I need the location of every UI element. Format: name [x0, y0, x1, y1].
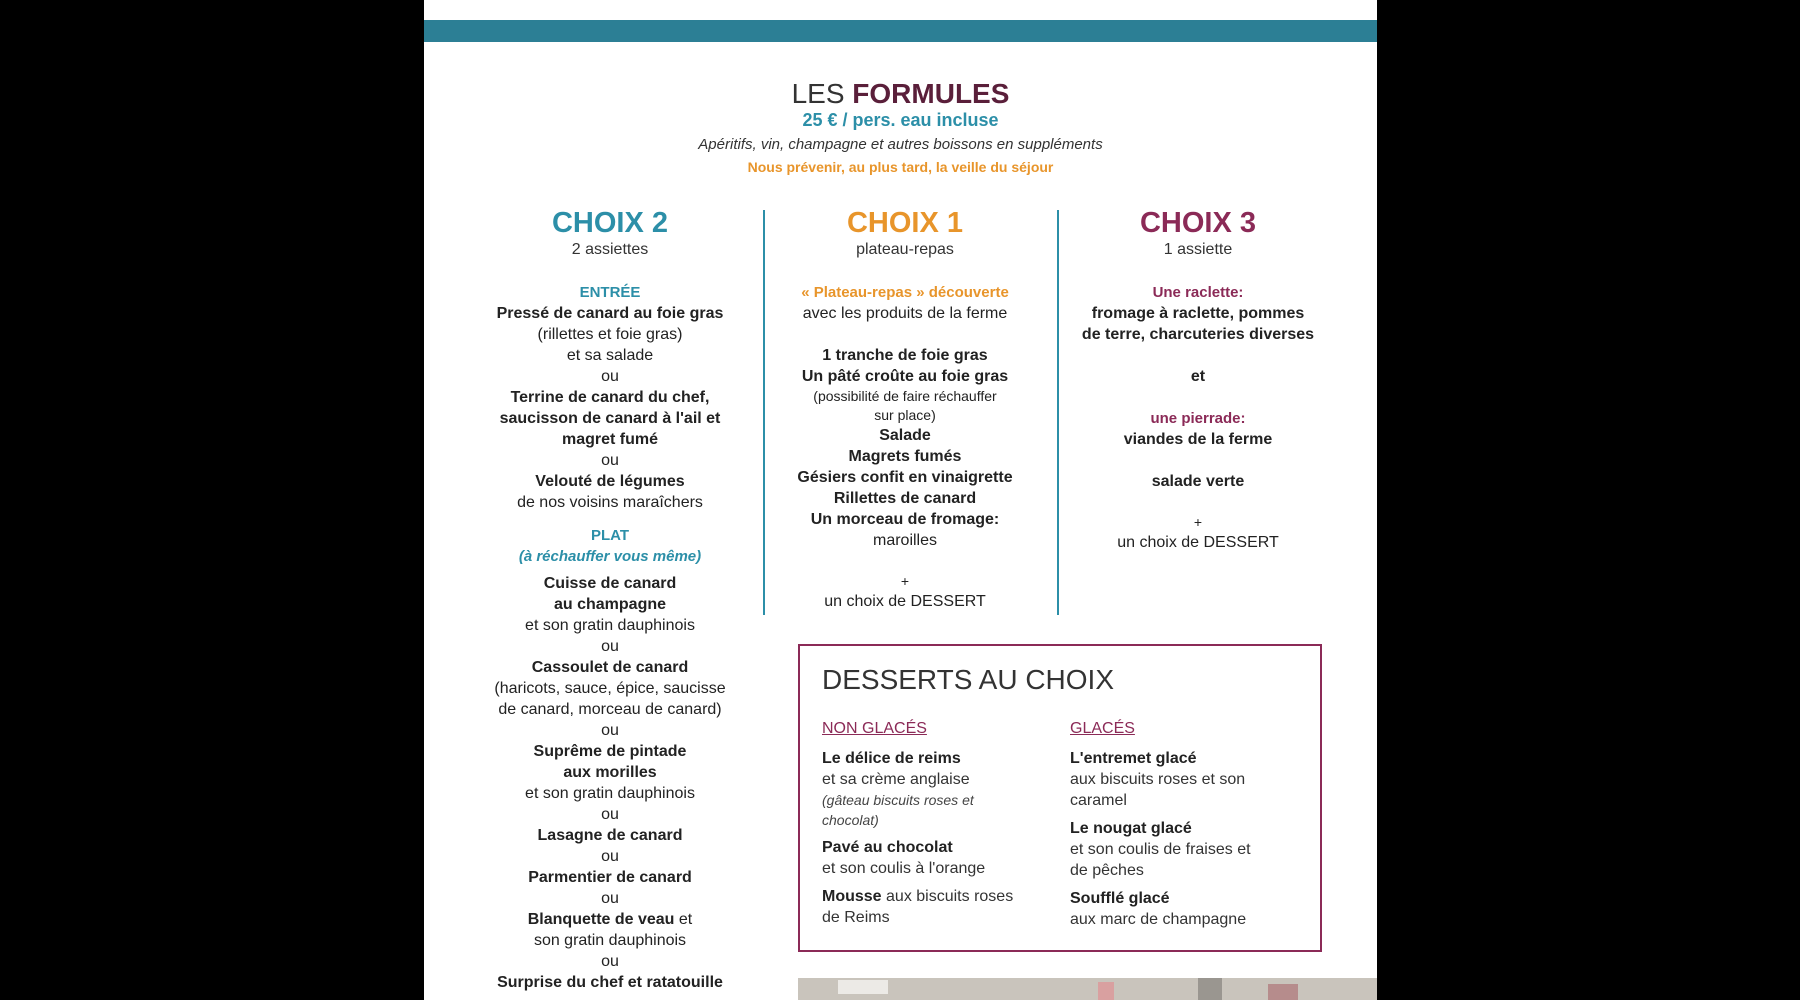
- dessert-name: Soufflé glacé: [1070, 890, 1170, 907]
- raclette-item: fromage à raclette, pommes: [1091, 305, 1305, 322]
- entree-item: saucisson de canard à l'ail et: [499, 410, 721, 427]
- plat-item: et son gratin dauphinois: [525, 617, 695, 634]
- dessert-line: [822, 886, 1047, 907]
- column-divider: [763, 210, 765, 615]
- extras-note: Apéritifs, vin, champagne et autres boissons en suppléments: [698, 136, 1103, 153]
- plat-item: (haricots, sauce, épice, saucisse: [494, 680, 726, 697]
- dessert-desc: caramel: [1070, 792, 1127, 809]
- plateau-note: sur place): [874, 407, 936, 423]
- choix2-column: [476, 200, 744, 993]
- plateau-item: Gésiers confit en vinaigrette: [797, 469, 1013, 486]
- choix1-subtitle: plateau-repas: [856, 241, 954, 258]
- choix3-column: [1064, 200, 1332, 553]
- choix2-subtitle: 2 assiettes: [571, 241, 649, 258]
- menu-page: [424, 0, 1377, 1000]
- entree-item: de nos voisins maraîchers: [517, 494, 703, 511]
- photo-strip: [798, 978, 1377, 1000]
- non-glaces-heading: NON GLACÉS: [822, 720, 927, 737]
- choix1-title: CHOIX 1: [846, 207, 964, 239]
- photo-detail: [1098, 982, 1114, 1000]
- plat-item: aux morilles: [563, 764, 657, 781]
- photo-detail: [1198, 978, 1222, 1000]
- dessert-desc: de Reims: [822, 909, 890, 926]
- dessert-name: Le délice de reims: [822, 750, 961, 767]
- notice-line: Nous prévenir, au plus tard, la veille du séjour: [747, 159, 1054, 175]
- plat-note: (à réchauffer vous même): [518, 548, 702, 565]
- dessert-choice: un choix de DESSERT: [824, 593, 986, 610]
- plateau-item: Magrets fumés: [848, 448, 962, 465]
- separator-ou: ou: [601, 890, 619, 907]
- page-title: [424, 78, 1377, 110]
- dessert-choice: un choix de DESSERT: [1117, 534, 1279, 551]
- top-color-band: [424, 20, 1377, 42]
- plateau-item: maroilles: [872, 532, 937, 549]
- entree-item: (rillettes et foie gras): [537, 326, 683, 343]
- price-line: 25 € / pers. eau incluse: [802, 110, 999, 130]
- plus-sign: +: [900, 573, 910, 589]
- plat-item: Lasagne de canard: [537, 827, 683, 844]
- photo-detail: [838, 980, 888, 994]
- plat-item: Suprême de pintade: [533, 743, 687, 760]
- et-connector: et: [1190, 368, 1206, 385]
- separator-ou: ou: [601, 368, 619, 385]
- plat-item: au champagne: [553, 596, 667, 613]
- dessert-desc: aux biscuits roses: [881, 888, 1014, 905]
- raclette-heading: Une raclette:: [1152, 284, 1244, 301]
- choix1-column: [771, 200, 1039, 612]
- plat-item: son gratin dauphinois: [533, 932, 687, 949]
- pierrade-item: viandes de la ferme: [1123, 431, 1273, 448]
- glaces-heading: GLACÉS: [1070, 720, 1135, 737]
- desserts-box: [798, 644, 1322, 952]
- pierrade-heading: une pierrade:: [1150, 410, 1246, 427]
- plat-item: de canard, morceau de canard): [498, 701, 722, 718]
- title-strong: FORMULES: [852, 78, 1010, 109]
- entree-item: et sa salade: [566, 347, 654, 364]
- choix3-title: CHOIX 3: [1139, 207, 1257, 239]
- dessert-name: Mousse: [822, 888, 882, 905]
- plat-item-join: et: [678, 911, 693, 928]
- entree-item: magret fumé: [561, 431, 659, 448]
- plateau-item: Salade: [879, 427, 931, 444]
- plateau-item: Rillettes de canard: [833, 490, 977, 507]
- separator-ou: ou: [601, 806, 619, 823]
- separator-ou: ou: [601, 722, 619, 739]
- dessert-note: (gâteau biscuits roses et: [822, 792, 974, 808]
- dessert-desc: et sa crème anglaise: [822, 771, 970, 788]
- entree-heading: ENTRÉE: [579, 284, 641, 301]
- dessert-note: chocolat): [822, 812, 879, 828]
- plateau-item: Un morceau de fromage:: [810, 511, 1000, 528]
- plateau-item: Un pâté croûte au foie gras: [801, 368, 1009, 385]
- separator-ou: ou: [601, 452, 619, 469]
- entree-item: Terrine de canard du chef,: [510, 389, 710, 406]
- entree-item: Velouté de légumes: [535, 473, 685, 490]
- dessert-desc: aux biscuits roses et son: [1070, 771, 1246, 788]
- separator-ou: ou: [601, 638, 619, 655]
- plat-item: [476, 909, 744, 930]
- raclette-item: de terre, charcuteries diverses: [1081, 326, 1315, 343]
- non-glaces-column: [822, 718, 1047, 928]
- choix2-title: CHOIX 2: [551, 207, 669, 239]
- dessert-name: L'entremet glacé: [1070, 750, 1197, 767]
- salade-item: salade verte: [1151, 473, 1245, 490]
- photo-detail: [1268, 984, 1298, 1000]
- plat-item: Surprise du chef et ratatouille: [497, 974, 723, 991]
- plateau-note: (possibilité de faire réchauffer: [813, 388, 997, 404]
- plateau-heading: « Plateau-repas » découverte: [801, 284, 1009, 301]
- plateau-subheading: avec les produits de la ferme: [802, 305, 1008, 322]
- desserts-title: DESSERTS AU CHOIX: [822, 664, 1115, 695]
- separator-ou: ou: [601, 848, 619, 865]
- plus-sign: +: [1193, 514, 1203, 530]
- plateau-item: 1 tranche de foie gras: [822, 347, 988, 364]
- glaces-column: [1070, 718, 1295, 930]
- dessert-desc: et son coulis de fraises et: [1070, 841, 1251, 858]
- plat-item: Cuisse de canard: [543, 575, 677, 592]
- dessert-desc: de pêches: [1070, 862, 1144, 879]
- plat-item: et son gratin dauphinois: [525, 785, 695, 802]
- dessert-name: Pavé au chocolat: [822, 839, 953, 856]
- dessert-desc: aux marc de champagne: [1070, 911, 1247, 928]
- plat-item: Cassoulet de canard: [531, 659, 689, 676]
- dessert-name: Le nougat glacé: [1070, 820, 1192, 837]
- dessert-desc: et son coulis à l'orange: [822, 860, 986, 877]
- title-prefix: LES: [791, 78, 853, 109]
- choix3-subtitle: 1 assiette: [1163, 241, 1233, 258]
- separator-ou: ou: [601, 953, 619, 970]
- column-divider: [1057, 210, 1059, 615]
- plat-item: Parmentier de canard: [528, 869, 692, 886]
- entree-item: Pressé de canard au foie gras: [496, 305, 724, 322]
- plat-item-name: Blanquette de veau: [527, 911, 675, 928]
- plat-heading: PLAT: [590, 527, 630, 544]
